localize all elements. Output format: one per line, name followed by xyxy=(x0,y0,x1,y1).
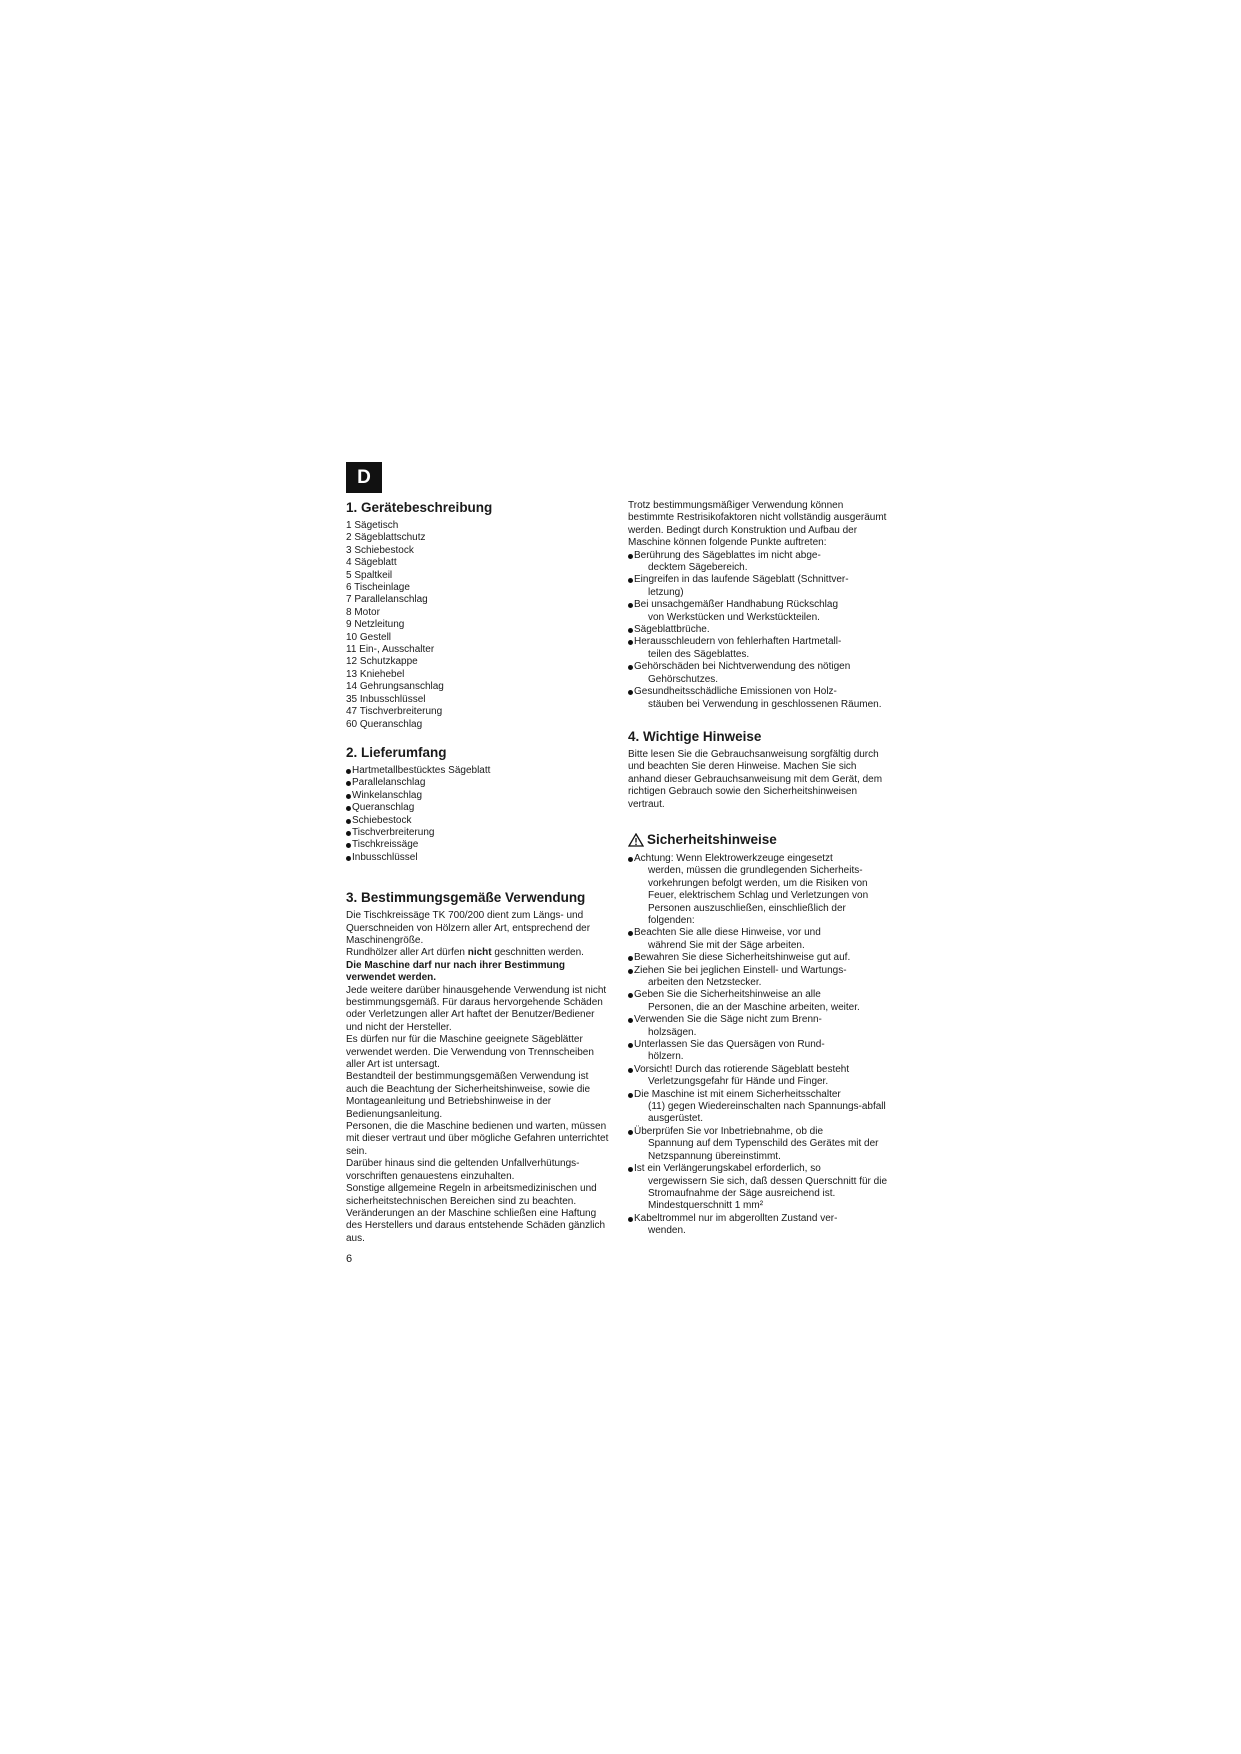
list-item: Geben Sie die Sicherheitshinweise an alle Personen, die an der Maschine arbeiten, weiter. xyxy=(628,989,892,1014)
safety-title: Sicherheitshinweise xyxy=(647,831,777,847)
paragraph: Bestandteil der bestimmungsgemäßen Verwendung ist auch die Beachtung der Sicherheitshinweise, sowie die Montageanleitung und Betriebshinweise in der Bedienungsanleitung. xyxy=(346,1071,591,1120)
list-item: 3 Schiebestock xyxy=(346,544,414,556)
paragraph: Rundhölzer aller Art dürfen nicht geschnitten werden. xyxy=(346,947,584,959)
list-item: 6 Tischeinlage xyxy=(346,582,410,594)
list-item: 14 Gehrungsanschlag xyxy=(346,681,444,693)
list-item: 9 Netzleitung xyxy=(346,619,405,631)
section-2-title: 2. Lieferumfang xyxy=(346,744,447,760)
list-item: Tischkreissäge xyxy=(346,839,611,851)
list-item: Achtung: Wenn Elektrowerkzeuge eingesetzt werden, müssen die grundlegenden Sicherheits-vorkehrungen befolgt werden, um die Risiken von Feuer, elektrischem Schlag und Verletzungen von Personen auszuschließen, einschließlich der folgenden: xyxy=(628,853,892,927)
list-item: 12 Schutzkappe xyxy=(346,656,418,668)
list-item: Sägeblattbrüche. xyxy=(628,624,892,636)
parts-list xyxy=(346,520,611,731)
list-item: 47 Tischverbreiterung xyxy=(346,706,443,718)
list-item: Inbusschlüssel xyxy=(346,852,611,864)
list-item: Schiebestock xyxy=(346,815,611,827)
list-item: 60 Queranschlag xyxy=(346,718,423,730)
list-item: Unterlassen Sie das Quersägen von Rund- hölzern. xyxy=(628,1039,892,1064)
list-item: Winkelanschlag xyxy=(346,790,611,802)
list-item: 11 Ein-, Ausschalter xyxy=(346,644,435,656)
list-item: Bei unsachgemäßer Handhabung Rückschlag von Werkstücken und Werkstückteilen. xyxy=(628,599,892,624)
right-column xyxy=(628,500,892,1238)
list-item: 1 Sägetisch xyxy=(346,520,399,531)
paragraph: Darüber hinaus sind die geltenden Unfallverhütungs-vorschriften genauestens einzuhalten. xyxy=(346,1158,580,1182)
list-item: 13 Kniehebel xyxy=(346,668,405,680)
list-item: Bewahren Sie diese Sicherheitshinweise gut auf. xyxy=(628,952,892,964)
list-item: Gehörschäden bei Nichtverwendung des nötigen Gehörschutzes. xyxy=(628,661,892,686)
list-item: Ziehen Sie bei jeglichen Einstell- und Wartungs- arbeiten den Netzstecker. xyxy=(628,965,892,990)
list-item: Parallelanschlag xyxy=(346,777,611,789)
list-item: Eingreifen in das laufende Sägeblatt (Schnittver- letzung) xyxy=(628,574,892,599)
paragraph: Es dürfen nur für die Maschine geeignete Sägeblätter verwendet werden. Die Verwendung von Trennscheiben aller Art ist untersagt. xyxy=(346,1034,594,1071)
list-item: Gesundheitsschädliche Emissionen von Holz- stäuben bei Verwendung in geschlossenen Räumen. xyxy=(628,686,892,711)
section-3-title: 3. Bestimmungsgemäße Verwendung xyxy=(346,890,586,906)
list-item: Die Maschine ist mit einem Sicherheitsschalter (11) gegen Wiedereinschalten nach Spannungs-abfall ausgerüstet. xyxy=(628,1089,892,1126)
list-item: Kabeltrommel nur im abgerollten Zustand ver- wenden. xyxy=(628,1213,892,1238)
list-item: Beachten Sie alle diese Hinweise, vor und während Sie mit der Säge arbeiten. xyxy=(628,927,892,952)
paragraph: Veränderungen an der Maschine schließen eine Haftung des Herstellers und daraus entstehende Schäden gänzlich aus. xyxy=(346,1207,606,1244)
list-item: 7 Parallelanschlag xyxy=(346,594,428,606)
paragraph: Jede weitere darüber hinausgehende Verwendung ist nicht bestimmungsgemäß. Für daraus hervorgehende Schäden oder Verletzungen aller Art haftet der Benutzer/Bediener und nicht der Hersteller. xyxy=(346,984,607,1033)
list-item: 4 Sägeblatt xyxy=(346,557,397,569)
list-item: Überprüfen Sie vor Inbetriebnahme, ob die Spannung auf dem Typenschild des Gerätes mit der Netzspannung übereinstimmt. xyxy=(628,1126,892,1163)
list-item: 10 Gestell xyxy=(346,631,392,643)
delivery-list xyxy=(346,765,611,864)
list-item: Berührung des Sägeblattes im nicht abge- decktem Sägebereich. xyxy=(628,550,892,575)
safety-list xyxy=(628,853,892,1238)
warning-triangle-icon xyxy=(628,833,644,847)
list-item: Queranschlag xyxy=(346,802,611,814)
list-item: Vorsicht! Durch das rotierende Sägeblatt besteht Verletzungsgefahr für Hände und Finger. xyxy=(628,1064,892,1089)
page-number: 6 xyxy=(346,1253,353,1265)
paragraph: Sonstige allgemeine Regeln in arbeitsmedizinischen und sicherheitstechnischen Bereichen sind zu beachten. xyxy=(346,1183,597,1207)
list-item: 8 Motor xyxy=(346,606,380,618)
paragraph: Die Tischkreissäge TK 700/200 dient zum Längs- und Querschneiden von Hölzern aller Art, entsprechend der Maschinengröße. xyxy=(346,910,591,946)
intro-paragraph: Trotz bestimmungsmäßiger Verwendung können bestimmte Restrisikofaktoren nicht vollständig ausgeräumt werden. Bedingt durch Konstruktion und Aufbau der Maschine können folgende Punkte auftreten: xyxy=(628,500,887,549)
list-item: Herausschleudern von fehlerhaften Hartmetall- teilen des Sägeblattes. xyxy=(628,636,892,661)
list-item: Tischverbreiterung xyxy=(346,827,611,839)
language-badge: D xyxy=(346,462,382,493)
list-item: Ist ein Verlängerungskabel erforderlich, so vergewissern Sie sich, daß dessen Querschnitt für die Stromaufnahme der Säge ausreichend ist. Mindestquerschnitt 1 mm² xyxy=(628,1163,892,1213)
safety-heading xyxy=(628,833,892,847)
section-4-title: 4. Wichtige Hinweise xyxy=(628,728,762,744)
left-column xyxy=(346,500,611,1245)
paragraph-bold: Die Maschine darf nur nach ihrer Bestimmung verwendet werden. xyxy=(346,959,565,984)
paragraph: Bitte lesen Sie die Gebrauchsanweisung sorgfältig durch und beachten Sie deren Hinweise. Machen Sie sich anhand dieser Gebrauchsanweisung mit dem Gerät, dem richtigen Gebrauch sowie den Sicherheitshinweisen vertraut. xyxy=(628,748,883,810)
list-item: 2 Sägeblattschutz xyxy=(346,532,426,544)
list-item: 35 Inbusschlüssel xyxy=(346,693,426,705)
risk-list xyxy=(628,550,892,711)
list-item: 5 Spaltkeil xyxy=(346,569,393,581)
paragraph: Personen, die die Maschine bedienen und warten, müssen mit dieser vertraut und über mögliche Gefahren unterrichtet sein. xyxy=(346,1121,609,1157)
section-1-title: 1. Gerätebeschreibung xyxy=(346,500,493,515)
list-item: Verwenden Sie die Säge nicht zum Brenn- holzsägen. xyxy=(628,1014,892,1039)
list-item: Hartmetallbestücktes Sägeblatt xyxy=(346,765,611,777)
